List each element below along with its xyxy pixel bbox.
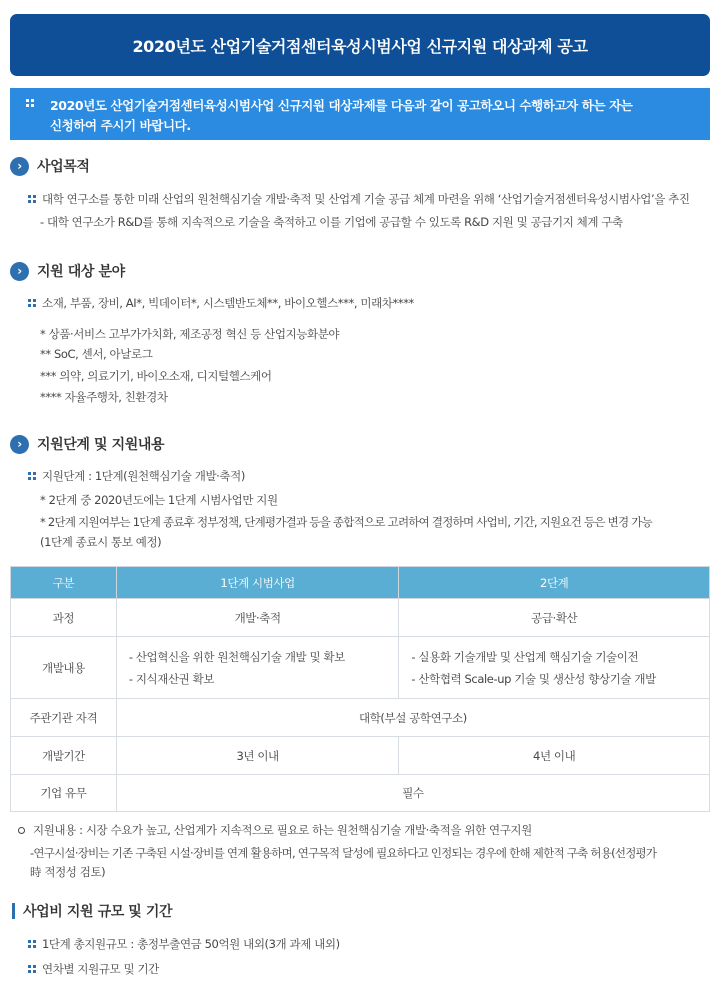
circle-bullet-icon [18, 827, 25, 834]
stages-bullet: 지원단계 : 1단계(원천핵심기술 개발·축적) [28, 468, 245, 484]
table-cell: 4년 이내 [399, 737, 710, 775]
intro-line-1: 2020년도 산업기술거점센터육성시범사업 신규지원 대상과제를 다음과 같이 공고하오니 수행하고자 하는 자는 [50, 98, 633, 113]
bullet-squares-icon [28, 965, 36, 973]
bullet-squares-icon [28, 195, 36, 203]
budget-bullet: 1단계 총지원규모 : 총정부출연금 50억원 내외(3개 과제 내외) [28, 936, 340, 952]
row-label: 주관기관 자격 [11, 699, 117, 737]
bullet-squares-icon [26, 99, 34, 107]
table-cell: 대학(부설 공학연구소) [116, 699, 709, 737]
table-cell: 필수 [116, 775, 709, 812]
section-heading-budget: 사업비 지원 규모 및 기간 [10, 900, 172, 922]
stages-note: (1단계 종료시 통보 예정) [40, 535, 162, 549]
row-label: 기업 유무 [11, 775, 117, 812]
fields-bullet: 소재, 부품, 장비, AI*, 빅데이터*, 시스템반도체**, 바이오헬스***, 미래차**** [28, 295, 414, 311]
table-cell: - 산업혁신을 위한 원천핵심기술 개발 및 확보 - 지식재산권 확보 [116, 637, 399, 699]
fields-note: * 상품·서비스 고부가가치화, 제조공정 혁신 등 산업지능화분야 [40, 327, 340, 341]
bullet-squares-icon [28, 940, 36, 948]
row-label: 과정 [11, 599, 117, 637]
intro-line-2: 신청하여 주시기 바랍니다. [50, 118, 191, 133]
table-row [11, 599, 710, 637]
fields-note: ** SoC, 센서, 아날로그 [40, 347, 153, 361]
table-header-row [11, 567, 710, 599]
content-sub: 時 적정성 검토) [30, 865, 106, 879]
table-cell: - 실용화 기술개발 및 산업계 핵심기술 기술이전 - 산학협력 Scale-up 기술 및 생산성 향상기술 개발 [399, 637, 710, 699]
content-ring-line: 지원내용 : 시장 수요가 높고, 산업계가 지속적으로 필요로 하는 원천핵심기술 개발·축적을 위한 연구지원 [18, 822, 532, 838]
bullet-squares-icon [28, 299, 36, 307]
table-header-cell: 1단계 시범사업 [116, 567, 399, 599]
budget-bullet: 연차별 지원규모 및 기간 [28, 961, 159, 977]
purpose-sub: - 대학 연구소가 R&D를 통해 지속적으로 기술을 축적하고 이를 기업에 공급할 수 있도록 R&D 지원 및 공급기지 체계 구축 [40, 215, 623, 229]
table-row [11, 699, 710, 737]
table-row [11, 737, 710, 775]
fields-note: *** 의약, 의료기기, 바이오소재, 디지털헬스케어 [40, 369, 272, 383]
section-heading-purpose: › 사업목적 [10, 155, 90, 177]
intro-box [10, 88, 710, 140]
table-header-cell: 2단계 [399, 567, 710, 599]
table-cell: 3년 이내 [116, 737, 399, 775]
support-table [10, 566, 710, 812]
row-label: 개발기간 [11, 737, 117, 775]
purpose-bullet: 대학 연구소를 통한 미래 산업의 원천핵심기술 개발·축적 및 산업계 기술 공급 체계 마련을 위해 ‘산업기술거점센터육성시범사업’을 추진 [28, 191, 690, 207]
section-heading-fields: › 지원 대상 분야 [10, 260, 125, 282]
table-cell: 개발·축적 [116, 599, 399, 637]
section-marker-icon [12, 903, 15, 919]
chevron-right-icon: › [10, 435, 29, 454]
row-label: 개발내용 [11, 637, 117, 699]
chevron-right-icon: › [10, 262, 29, 281]
table-row [11, 775, 710, 812]
bullet-squares-icon [28, 472, 36, 480]
content-sub: -연구시설·장비는 기존 구축된 시설·장비를 연계 활용하며, 연구목적 달성에 필요하다고 인정되는 경우에 한해 제한적 구축 허용(선정평가 [30, 846, 657, 860]
stages-note: * 2단계 중 2020년도에는 1단계 시범사업만 지원 [40, 493, 278, 507]
chevron-right-icon: › [10, 157, 29, 176]
stages-note: * 2단계 지원여부는 1단계 종료후 정부정책, 단계평가결과 등을 종합적으로 고려하여 결정하며 사업비, 기간, 지원요건 등은 변경 가능 [40, 515, 653, 529]
page-title: 2020년도 산업기술거점센터육성시범사업 신규지원 대상과제 공고 [10, 14, 710, 76]
fields-note: **** 자율주행차, 친환경차 [40, 390, 168, 404]
table-row [11, 637, 710, 699]
section-heading-stages: › 지원단계 및 지원내용 [10, 433, 164, 455]
table-cell: 공급·확산 [399, 599, 710, 637]
table-header-cell: 구분 [11, 567, 117, 599]
